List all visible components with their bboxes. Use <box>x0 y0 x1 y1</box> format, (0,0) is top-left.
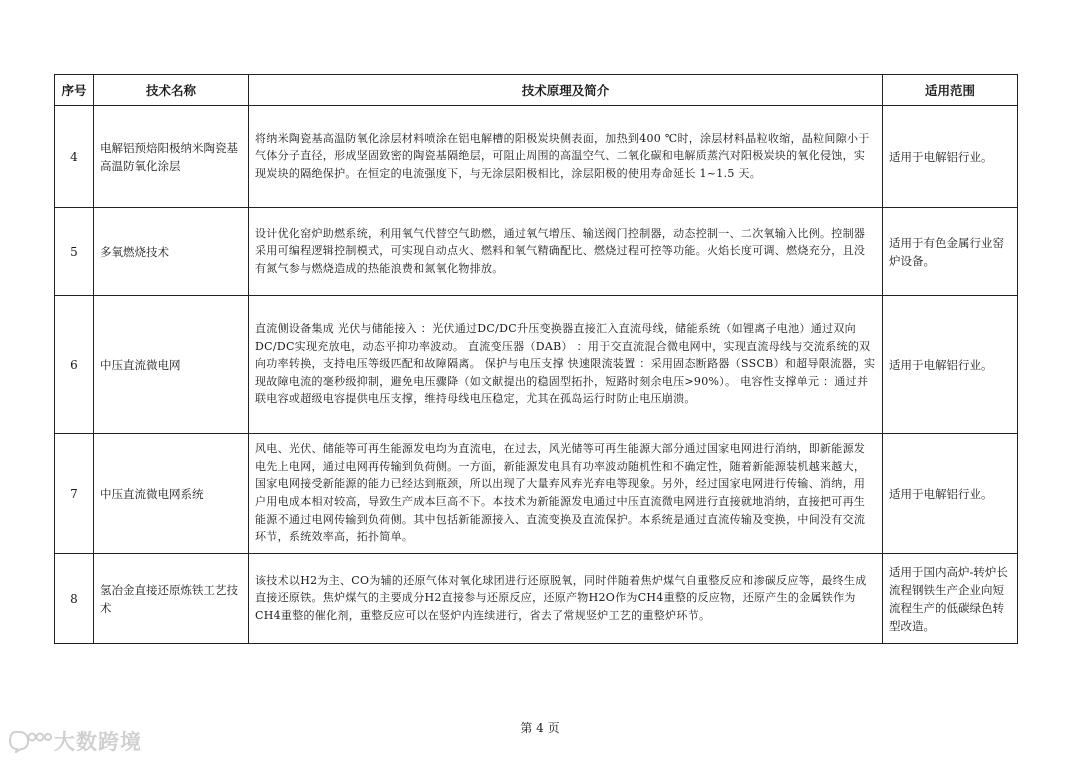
application-scope: 适用于电解铝行业。 <box>883 296 1018 434</box>
technology-name: 中压直流微电网 <box>94 296 249 434</box>
table-row <box>55 554 1018 644</box>
application-scope: 适用于有色金属行业窑炉设备。 <box>883 208 1018 296</box>
watermark-text: 大数跨境 <box>54 730 142 754</box>
technology-principle: 将纳米陶瓷基高温防氧化涂层材料喷涂在铝电解槽的阳极炭块侧表面，加热到400 ℃时，涂层材料晶粒收缩，晶粒间隙小于气体分子直径，形成坚固致密的陶瓷基隔绝层，可阻止周围的高温空气、二氧化碳和电解质蒸汽对阳极炭块的氧化侵蚀，实现炭块的隔绝保护。在恒定的电流强度下，与无涂层阳极相比，涂层阳极的使用寿命延长 1~1.5 天。 <box>249 106 883 208</box>
technology-name: 中压直流微电网系统 <box>94 434 249 554</box>
application-scope: 适用于电解铝行业。 <box>883 106 1018 208</box>
table-row <box>55 296 1018 434</box>
header-scope: 适用范围 <box>883 75 1018 106</box>
technology-principle: 该技术以H2为主、CO为辅的还原气体对氧化球团进行还原脱氧，同时伴随着焦炉煤气自重整反应和渗碳反应等，最终生成直接还原铁。焦炉煤气的主要成分H2直接参与还原反应，还原产物H2O作为CH4重整的反应物，还原产生的金属铁作为CH4重整的催化剂，重整反应可以在竖炉内连续进行，省去了常规竖炉工艺的重整炉环节。 <box>249 554 883 644</box>
watermark <box>8 726 142 756</box>
technology-name: 氢冶金直接还原炼铁工艺技术 <box>94 554 249 644</box>
technology-principle: 直流侧设备集成 光伏与储能接入 ：光伏通过DC/DC升压变换器直接汇入直流母线，储能系统（如锂离子电池）通过双向DC/DC实现充放电，动态平抑功率波动。 直流变压器（DAB） ：用于交直流混合微电网中，实现直流母线与交流系统的双向功率转换，支持电压等级匹配和故障隔离。 保护与电压支撑 快速限流装置 ：采用固态断路器（SSCB）和超导限流器，实现故障电流的毫秒级抑制，避免电压骤降（如文献提出的稳固型拓扑，短路时刻余电压>90%）。 电容性支撑单元 ：通过并联电容或超级电容提供电压支撑，维持母线电压稳定，尤其在孤岛运行时防止电压崩溃。 <box>249 296 883 434</box>
table-row <box>55 106 1018 208</box>
header-principle: 技术原理及简介 <box>249 75 883 106</box>
header-no: 序号 <box>55 75 94 106</box>
chat-bubble-logo-icon <box>8 729 52 753</box>
table-row <box>55 208 1018 296</box>
technology-principle: 设计优化窑炉助燃系统，利用氧气代替空气助燃，通过氧气增压、输送阀门控制器，动态控制一、二次氧输入比例。控制器采用可编程逻辑控制模式，可实现自动点火、燃料和氧气精确配比、燃烧过程可控等功能。火焰长度可调、燃烧充分，且没有氮气参与燃烧造成的热能浪费和氮氧化物排放。 <box>249 208 883 296</box>
technology-name: 多氧燃烧技术 <box>94 208 249 296</box>
technology-name: 电解铝预焙阳极纳米陶瓷基高温防氧化涂层 <box>94 106 249 208</box>
header-name: 技术名称 <box>94 75 249 106</box>
table-row <box>55 434 1018 554</box>
row-number: 8 <box>55 554 94 644</box>
row-number: 6 <box>55 296 94 434</box>
technology-principle: 风电、光伏、储能等可再生能源发电均为直流电，在过去，风光储等可再生能源大部分通过国家电网进行消纳，即新能源发电先上电网，通过电网再传输到负荷侧。一方面，新能源发电具有功率波动随机性和不确定性，随着新能源装机越来越大，国家电网接受新能源的能力已经达到瓶颈，所以出现了大量弃风弃光弃电等现象。另外，经过国家电网进行传输、消纳，用户用电成本相对较高，导致生产成本巨高不下。本技术为新能源发电通过中压直流微电网进行直接就地消纳，直接把可再生能源不通过电网传输到负荷侧。其中包括新能源接入、直流变换及直流保护。本系统是通过直流传输及变换，中间没有交流环节，系统效率高，拓扑简单。 <box>249 434 883 554</box>
row-number: 7 <box>55 434 94 554</box>
page-number: 第 4 页 <box>520 721 560 735</box>
application-scope: 适用于国内高炉-转炉长流程钢铁生产企业向短流程生产的低碳绿色转型改造。 <box>883 554 1018 644</box>
row-number: 5 <box>55 208 94 296</box>
table-header-row <box>55 75 1018 106</box>
technology-table <box>54 74 1018 644</box>
application-scope: 适用于电解铝行业。 <box>883 434 1018 554</box>
row-number: 4 <box>55 106 94 208</box>
